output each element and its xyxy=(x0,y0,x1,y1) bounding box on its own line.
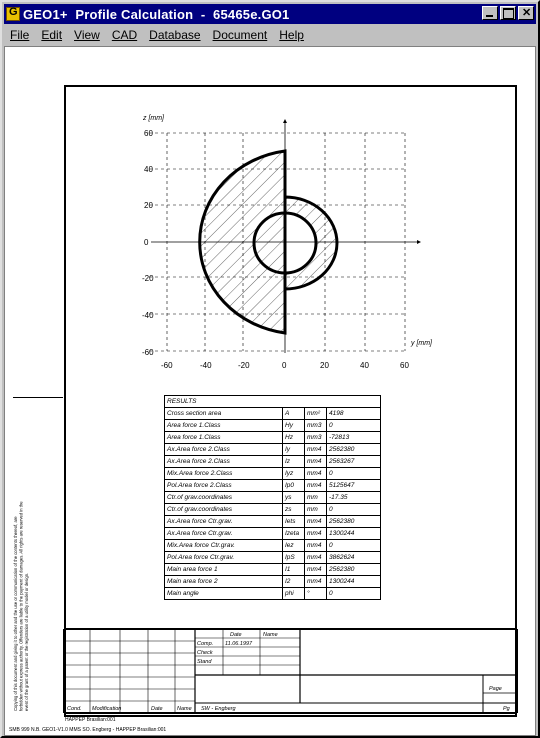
results-unit: mm4 xyxy=(305,552,327,564)
tb-name-label: Name xyxy=(177,706,192,712)
results-value: 0 xyxy=(327,540,381,552)
z-tick: 20 xyxy=(144,201,153,210)
results-unit: mm4 xyxy=(305,456,327,468)
results-value: 2562380 xyxy=(327,444,381,456)
document-view[interactable] xyxy=(4,46,536,736)
results-row xyxy=(165,456,381,468)
z-axis-label: z [mm] xyxy=(143,115,164,122)
results-label: Main area force 1 xyxy=(165,564,283,576)
menu-view[interactable]: View xyxy=(74,27,100,42)
results-value: 2562380 xyxy=(327,516,381,528)
results-label: Ctr.of grav.coordinates xyxy=(165,492,283,504)
results-row xyxy=(165,588,381,600)
results-unit: mm4 xyxy=(305,516,327,528)
menu-database[interactable]: Database xyxy=(149,27,201,42)
results-row xyxy=(165,576,381,588)
results-label: Main angle xyxy=(165,588,283,600)
title-block xyxy=(5,627,537,727)
menu-help[interactable]: Help xyxy=(279,27,304,42)
maximize-button[interactable] xyxy=(500,6,516,20)
tb-comp-date: 11.06.1997 xyxy=(225,641,253,647)
results-value: -17.35 xyxy=(327,492,381,504)
results-symbol: Ip0 xyxy=(283,480,305,492)
small-annulus xyxy=(285,197,337,289)
results-unit: ° xyxy=(305,588,327,600)
z-tick: -20 xyxy=(142,274,154,283)
results-unit: mm4 xyxy=(305,468,327,480)
y-axis-label: y [mm] xyxy=(411,340,432,347)
close-button[interactable] xyxy=(518,6,534,20)
y-tick: -20 xyxy=(238,361,250,370)
tb-date-header: Date xyxy=(230,632,242,638)
results-label: Ax.Area force Ctr.grav. xyxy=(165,528,283,540)
results-unit: mm4 xyxy=(305,528,327,540)
results-row xyxy=(165,444,381,456)
results-unit: mm4 xyxy=(305,576,327,588)
z-tick: 40 xyxy=(144,165,153,174)
results-label: Area force 1.Class xyxy=(165,420,283,432)
results-symbol: Iyz xyxy=(283,468,305,480)
results-value: 5125647 xyxy=(327,480,381,492)
tb-page-label: Page xyxy=(489,686,502,692)
copyright-note-text: Copying of this document and giving it to other and the use or communication of the contents thereof, are forbidden without express authority. Offenders are liable to the payment of damages. All rights are reserved in the event of the grant of a patent or the registration of a utility model or design. xyxy=(13,501,29,711)
menu-cad[interactable]: CAD xyxy=(111,27,138,42)
results-row xyxy=(165,432,381,444)
z-tick: -60 xyxy=(142,348,154,357)
results-symbol: Hy xyxy=(283,420,305,432)
results-label: Mix.Area force Ctr.grav. xyxy=(165,540,283,552)
results-row xyxy=(165,540,381,552)
results-unit: mm xyxy=(305,492,327,504)
results-value: 3862624 xyxy=(327,552,381,564)
menu-document[interactable]: Document xyxy=(212,27,268,42)
results-label: Mix.Area force 2.Class xyxy=(165,468,283,480)
results-symbol: A xyxy=(283,408,305,420)
results-row xyxy=(165,492,381,504)
results-symbol: Hz xyxy=(283,432,305,444)
results-unit: mm² xyxy=(305,408,327,420)
results-table xyxy=(164,395,381,600)
results-value: 0 xyxy=(327,504,381,516)
tb-comp-label: Comp. xyxy=(197,641,214,647)
results-value: 0 xyxy=(327,468,381,480)
footer-line-1: HAPPEP Brasilian:001 xyxy=(65,717,116,723)
profile-plot xyxy=(5,47,537,377)
results-label: Pol.Area force 2.Class xyxy=(165,480,283,492)
results-label: Cross section area xyxy=(165,408,283,420)
results-row xyxy=(165,528,381,540)
results-row xyxy=(165,564,381,576)
results-value: 1300244 xyxy=(327,576,381,588)
results-symbol: Iets xyxy=(283,516,305,528)
results-symbol: Iez xyxy=(283,540,305,552)
results-symbol: zs xyxy=(283,504,305,516)
results-value: 1300244 xyxy=(327,528,381,540)
tb-check-label: Check xyxy=(197,650,213,656)
z-axis-arrow xyxy=(283,119,287,123)
results-unit: mm4 xyxy=(305,564,327,576)
results-row xyxy=(165,504,381,516)
z-tick: 0 xyxy=(144,238,149,247)
results-label: Pol.Area force Ctr.grav. xyxy=(165,552,283,564)
results-symbol: IpS xyxy=(283,552,305,564)
results-label: Area force 1.Class xyxy=(165,432,283,444)
results-unit: mm4 xyxy=(305,540,327,552)
y-axis-arrow xyxy=(417,240,421,244)
tb-stand-label: Stand xyxy=(197,659,212,665)
footer-line-2: SMB 999 N.B. GEO1-V1.0 MMS SO. Engberg - HAPPEP Brasilian:001 xyxy=(9,727,167,733)
tb-date-label: Date xyxy=(151,706,163,712)
results-value: 2562380 xyxy=(327,564,381,576)
results-row xyxy=(165,552,381,564)
results-label: Ax.Area force Ctr.grav. xyxy=(165,516,283,528)
menu-bar xyxy=(4,25,536,44)
z-tick: -40 xyxy=(142,311,154,320)
results-unit: mm4 xyxy=(305,444,327,456)
results-symbol: I2 xyxy=(283,576,305,588)
y-tick: 40 xyxy=(360,361,369,370)
window-title: GEO1+ Profile Calculation - 65465e.GO1 xyxy=(23,6,290,22)
minimize-button[interactable] xyxy=(482,6,498,20)
results-unit: mm3 xyxy=(305,420,327,432)
results-symbol: ys xyxy=(283,492,305,504)
geo-app-icon[interactable] xyxy=(6,7,20,21)
tb-cond-label: Cond. xyxy=(67,706,82,712)
results-value: 2563267 xyxy=(327,456,381,468)
results-value: 0 xyxy=(327,588,381,600)
menu-file[interactable]: File xyxy=(10,27,30,42)
results-row xyxy=(165,420,381,432)
z-tick: 60 xyxy=(144,129,153,138)
y-tick: 20 xyxy=(320,361,329,370)
results-header: RESULTS xyxy=(165,396,381,408)
results-symbol: Iy xyxy=(283,444,305,456)
results-row xyxy=(165,480,381,492)
y-tick: -60 xyxy=(161,361,173,370)
results-unit: mm4 xyxy=(305,480,327,492)
margin-line xyxy=(13,397,63,398)
results-label: Main area force 2 xyxy=(165,576,283,588)
large-half-disk xyxy=(200,151,285,333)
tb-page-value: Pg xyxy=(503,706,510,712)
results-value: 4198 xyxy=(327,408,381,420)
results-symbol: I1 xyxy=(283,564,305,576)
results-label: Ctr.of grav.coordinates xyxy=(165,504,283,516)
menu-edit[interactable]: Edit xyxy=(41,27,63,42)
results-label: Ax.Area force 2.Class xyxy=(165,444,283,456)
results-value: -72813 xyxy=(327,432,381,444)
results-value: 0 xyxy=(327,420,381,432)
y-tick: 60 xyxy=(400,361,409,370)
results-symbol: Iz xyxy=(283,456,305,468)
tb-firm: SW - Engberg xyxy=(201,706,236,712)
results-row xyxy=(165,468,381,480)
tb-modif-label: Modification xyxy=(92,706,122,712)
y-tick: -40 xyxy=(200,361,212,370)
results-unit: mm xyxy=(305,504,327,516)
results-label: Ax.Area force 2.Class xyxy=(165,456,283,468)
results-row xyxy=(165,516,381,528)
results-row xyxy=(165,408,381,420)
title-bar[interactable] xyxy=(4,4,536,24)
tb-name-header: Name xyxy=(263,632,278,638)
results-symbol: Izeta xyxy=(283,528,305,540)
results-symbol: phi xyxy=(283,588,305,600)
y-tick: 0 xyxy=(282,361,287,370)
results-unit: mm3 xyxy=(305,432,327,444)
